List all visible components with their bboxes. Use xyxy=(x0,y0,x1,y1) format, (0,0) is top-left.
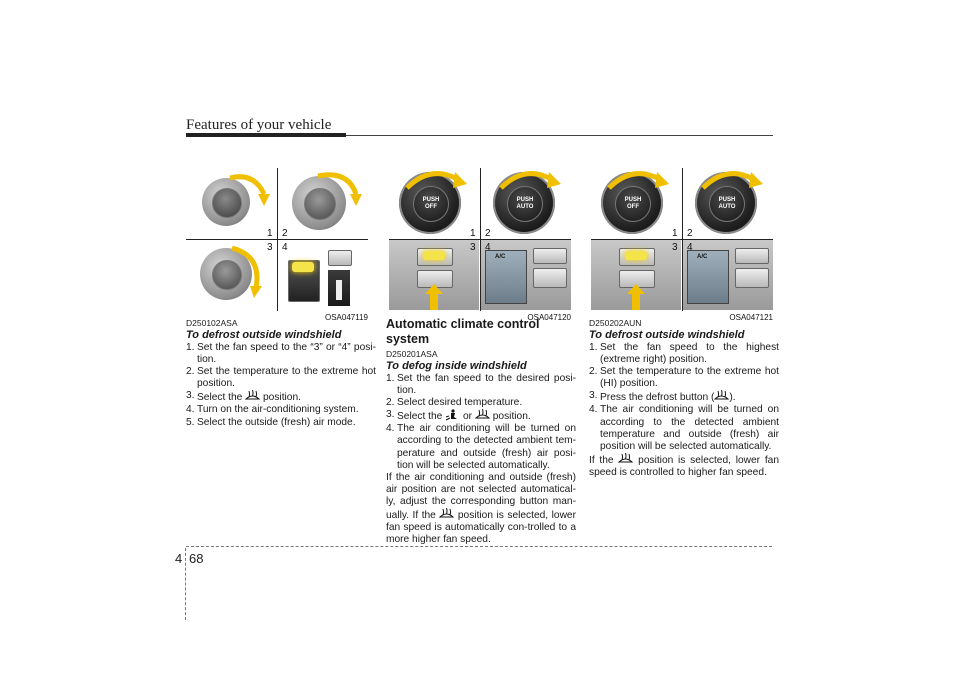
subsection-heading: To defrost outside windshield xyxy=(186,329,342,341)
paragraph: If the air conditioning and outside (fresh) air position are not selected automatical-ly, adjust the corresponding button man-ually. If the position is selected, lower fan speed is automatically con-trolled to a more higher fan speed. xyxy=(386,471,576,546)
quad-label-4: 4 xyxy=(282,242,288,253)
figure2-q3 xyxy=(389,240,479,310)
column-defog-inside xyxy=(386,313,576,546)
list-item: 1. Set the fan speed to the “3” or “4” posi-tion. xyxy=(186,342,376,366)
figure-manual-controls xyxy=(186,168,368,311)
quad-label-3: 3 xyxy=(470,242,476,253)
quad-label-2: 2 xyxy=(485,228,491,239)
rotate-arrow-icon xyxy=(603,168,673,202)
defrost-icon xyxy=(439,508,454,520)
defrost-button xyxy=(735,268,769,288)
floor-defrost-icon xyxy=(445,409,460,421)
rotate-arrow-icon xyxy=(495,168,565,202)
subsection-heading: To defrost outside windshield xyxy=(589,329,745,341)
figure3-q4 xyxy=(683,240,773,310)
figure-auto-defog xyxy=(389,168,571,311)
list-item: 1. Set the fan speed to the desired posi-tion. xyxy=(386,373,576,397)
list-item: 5. Select the outside (fresh) air mode. xyxy=(186,416,356,428)
figure2-q4 xyxy=(481,240,571,310)
figure2-q1: PUSH OFF xyxy=(389,168,479,238)
page-number: 68 xyxy=(189,551,204,566)
ac-indicator: A/C xyxy=(697,254,708,260)
defrost-icon xyxy=(245,390,260,402)
press-arrow-icon xyxy=(627,284,645,310)
list-item: 2. Set the temperature to the extreme hot (HI) position. xyxy=(589,366,779,390)
paragraph: If the position is selected, lower fan speed is controlled to higher fan speed. xyxy=(589,454,779,478)
quad-label-3: 3 xyxy=(672,242,678,253)
defrost-icon xyxy=(618,453,633,465)
rotate-arrow-icon xyxy=(226,244,272,304)
figure3-q2: PUSH AUTO xyxy=(683,168,773,238)
list-item: 4. The air conditioning will be turned on according to the detected ambient temperature and outside (fresh) air position will be selected automatically. xyxy=(589,404,779,452)
figure3-q3 xyxy=(591,240,681,310)
figure-auto-defrost xyxy=(591,168,773,311)
figure1-q3 xyxy=(186,240,276,310)
press-arrow-icon xyxy=(425,284,443,310)
header-rule xyxy=(346,135,773,136)
rotate-arrow-icon xyxy=(401,168,471,202)
display-panel xyxy=(485,250,527,304)
list-item: 2. Select desired temperature. xyxy=(386,397,523,409)
figure-code: OSA047120 xyxy=(527,313,571,322)
rotate-arrow-icon xyxy=(314,170,364,214)
figure-code: OSA047119 xyxy=(325,313,368,322)
quad-label-2: 2 xyxy=(282,228,288,239)
footer-divider xyxy=(185,548,186,620)
list-item: 4. Turn on the air-conditioning system. xyxy=(186,404,359,416)
section-code: D250201ASA xyxy=(386,349,438,359)
list-item: 1. Set the fan speed to the highest (extreme right) position. xyxy=(589,342,779,366)
quad-label-4: 4 xyxy=(485,242,491,253)
list-item: 3. Select the position. xyxy=(186,390,301,404)
column-auto-defrost-outside xyxy=(589,318,779,479)
column-defrost-outside xyxy=(186,318,376,429)
footer-rule xyxy=(186,546,772,547)
quad-label-2: 2 xyxy=(687,228,693,239)
rotate-arrow-icon xyxy=(226,172,272,212)
list-item: 4. The air conditioning will be turned on according to the detected ambient tem-perature and outside (fresh) air posi-tion will be selected automatically. xyxy=(386,423,576,471)
figure1-q1 xyxy=(186,168,276,238)
ac-indicator: A/C xyxy=(495,254,506,260)
section-heading: Automatic climate control system xyxy=(386,317,540,346)
figure-code: OSA047121 xyxy=(729,313,773,322)
defrost-icon xyxy=(714,390,729,402)
section-code: D250102ASA xyxy=(186,318,238,328)
quad-label-1: 1 xyxy=(470,228,476,239)
list-item: 3. Press the defrost button ( ). xyxy=(589,390,736,404)
display-panel xyxy=(687,250,729,304)
quad-label-1: 1 xyxy=(267,228,273,239)
rotate-arrow-icon xyxy=(697,168,767,202)
section-code: D250202AUN xyxy=(589,318,642,328)
header-bar xyxy=(186,133,346,137)
figure1-q4 xyxy=(278,240,368,310)
list-item: 2. Set the temperature to the extreme hot position. xyxy=(186,366,376,390)
quad-label-3: 3 xyxy=(267,242,273,253)
page-header-title: Features of your vehicle xyxy=(186,117,332,133)
list-item: 3. Select the or position. xyxy=(386,409,531,423)
defrost-button xyxy=(533,268,567,288)
quad-label-1: 1 xyxy=(672,228,678,239)
chapter-number: 4 xyxy=(175,551,183,566)
figure2-q2: PUSH AUTO xyxy=(481,168,571,238)
figure3-q1: PUSH OFF xyxy=(591,168,681,238)
quad-label-4: 4 xyxy=(687,242,693,253)
subsection-heading: To defog inside windshield xyxy=(386,360,527,372)
defrost-icon xyxy=(475,409,490,421)
figure1-q2 xyxy=(278,168,368,238)
